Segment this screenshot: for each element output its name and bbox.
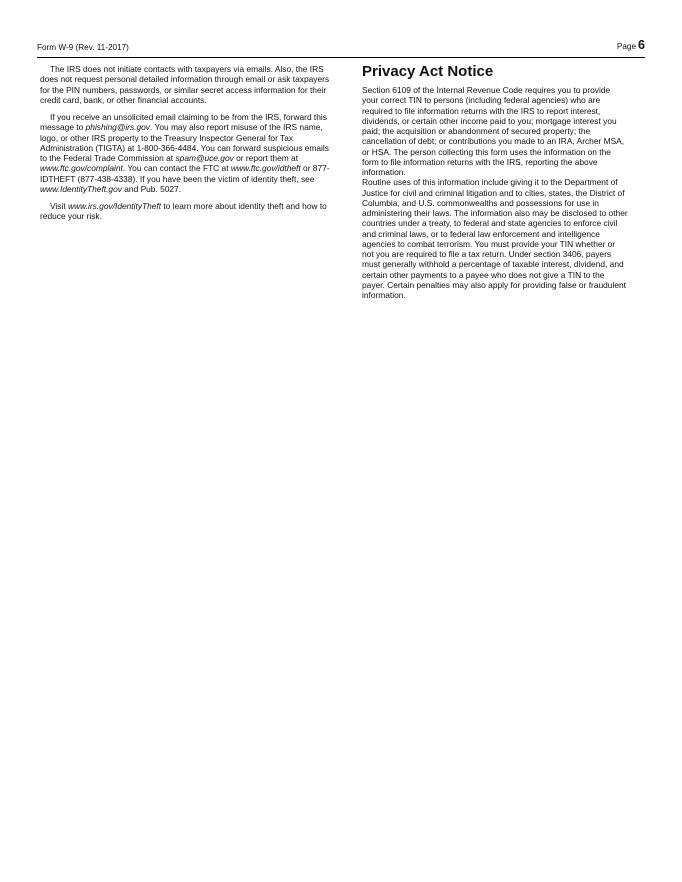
text-span: or 877-IDTHEFT (877-438-4338). If you have been the victim of identity theft, see (40, 163, 330, 184)
text-span: to learn more about identity theft and how to reduce your risk. (40, 201, 327, 222)
page-header (37, 37, 645, 58)
text-span: . You may also report misuse of the IRS name, logo, or other IRS property to the Treasury Inspector General for Tax Administration (TIGTA) at 1-800-366-4484. You can forward suspicious emails to the Federal Trade Commission at (40, 122, 329, 163)
left-column (40, 64, 330, 229)
irs-email-paragraph: The IRS does not initiate contacts with taxpayers via emails. Also, the IRS does not request personal detailed information through email or ask taxpayers for the PIN numbers, passwords, or similar secret access information for their credit card, bank, or other financial accounts. (40, 64, 330, 105)
page-label: Page (616, 42, 637, 51)
text-span: Visit (50, 201, 68, 211)
page-number (617, 38, 645, 52)
ftc-idtheft-link[interactable]: www.ftc.gov/idtheft (230, 163, 301, 174)
page-number-value: 6 (638, 38, 645, 52)
phishing-email-link[interactable]: phishing@irs.gov (85, 122, 150, 133)
ftc-complaint-link[interactable]: www.ftc.gov/complaint (40, 163, 123, 174)
visit-irs-paragraph (40, 201, 330, 222)
text-span: or report them at (233, 153, 299, 163)
privacy-section-6109-paragraph: Section 6109 of the Internal Revenue Code requires you to provide your correct TIN to persons (including federal agencies) who are required to file information returns with the IRS to report interest, dividends, or certain other income paid to you; mortgage interest you paid; the acquisition or abandonment of secured property; the cancellation of debt; or contributions you made to an IRA, Archer MSA, or HSA. The person collecting this form uses the information on the form to file information returns with the IRS, reporting the above information. (362, 85, 625, 177)
text-span: If you receive an unsolicited email claiming to be from the IRS, forward this message to (40, 112, 327, 133)
privacy-routine-uses-paragraph: Routine uses of this information include giving it to the Department of Justice for civil and criminal litigation and to cities, states, the District of Columbia, and U.S. commonwealths and possessions for use in administering their laws. The information also may be disclosed to other countries under a treaty, to federal and state agencies to enforce civil and criminal laws, or to federal law enforcement and intelligence agencies to combat terrorism. You must provide your TIN whether or not you are required to file a tax return. Under section 3406, payers must generally withhold a percentage of taxable interest, dividend, and certain other payments to a payee who does not give a TIN to the payer. Certain penalties may also apply for providing false or fraudulent information. (362, 177, 628, 300)
report-phishing-paragraph (40, 112, 330, 194)
form-identifier: Form W-9 (Rev. 11-2017) (37, 43, 129, 52)
text-span: . You can contact the FTC at (122, 163, 231, 174)
text-span: and Pub. 5027. (121, 183, 182, 194)
privacy-act-heading: Privacy Act Notice (362, 63, 494, 80)
identitytheft-gov-link[interactable]: www.IdentityTheft.gov (40, 183, 122, 194)
irs-identitytheft-link[interactable]: www.irs.gov/IdentityTheft (68, 201, 162, 211)
spam-email-link[interactable]: spam@uce.gov (175, 153, 234, 163)
right-column (362, 64, 628, 300)
